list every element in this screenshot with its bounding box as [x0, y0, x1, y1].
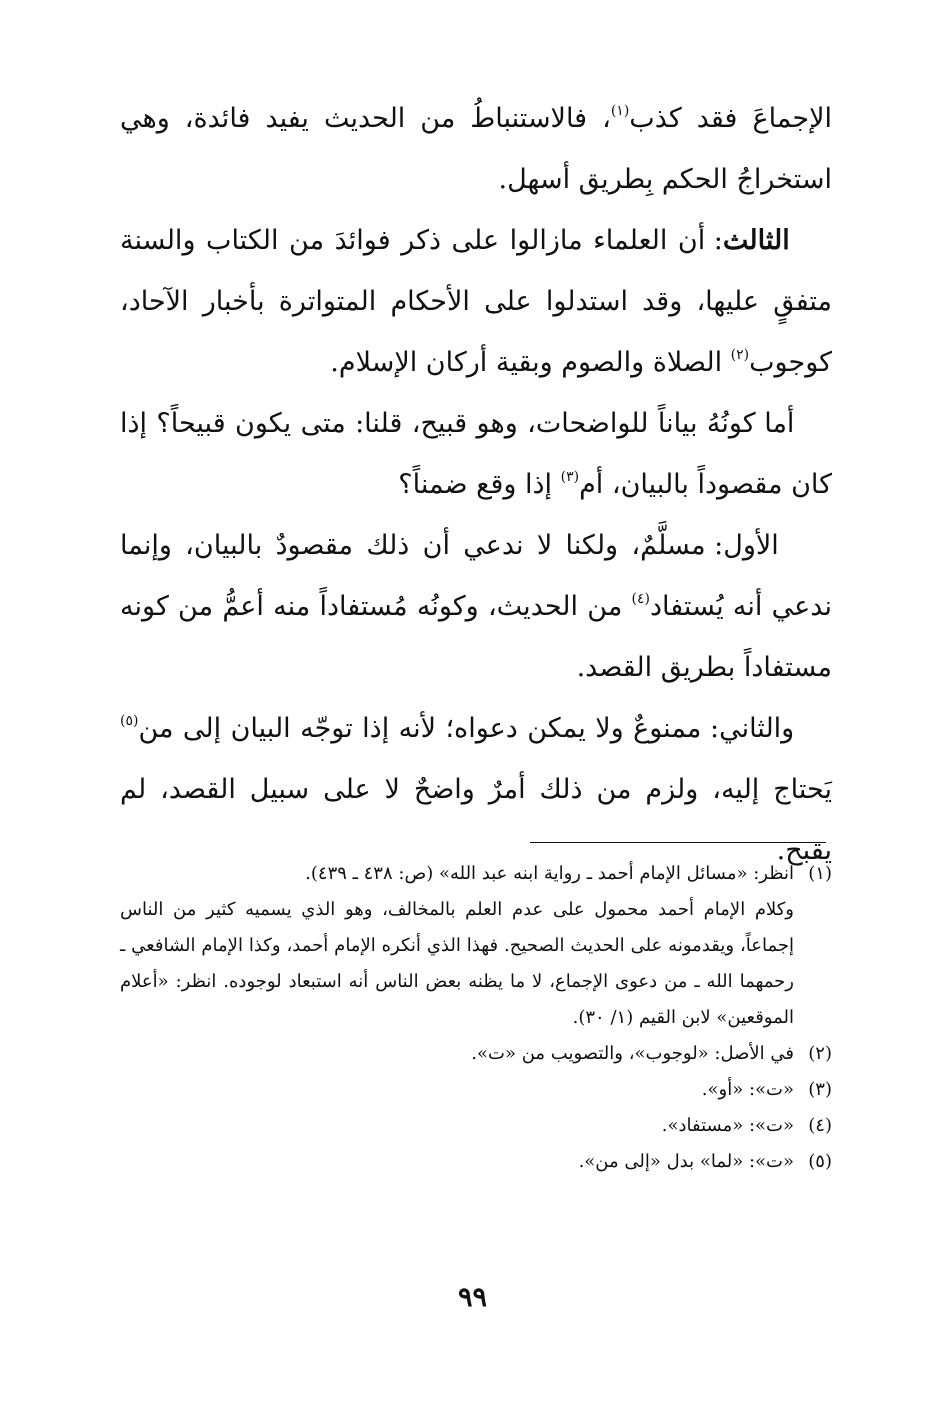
footnotes — [120, 856, 832, 1180]
footnote-3 — [120, 1072, 832, 1108]
paragraph-4-text-a: الأول: مسلَّمٌ، ولكنا لا ندعي أن ذلك مقصودٌ بالبيان، وإنما ندعي أنه يُستفاد — [120, 530, 832, 622]
paragraph-2 — [120, 210, 832, 393]
footnote-5 — [120, 1144, 832, 1180]
paragraph-1 — [120, 88, 832, 210]
page-number: ٩٩ — [457, 1282, 487, 1313]
paragraph-4 — [120, 515, 832, 698]
footnote-line: وكلام الإمام أحمد محمول على عدم العلم بالمخالف، وهو الذي يسميه كثير من الناس إجماعاً، ويقدمونه على الحديث الصحيح. فهذا الذي أنكره الإمام أحمد، وكذا الإمام الشافعي ـ رحمهما الله ـ من دعوى الإجماع، لا ما يظنه بعض الناس أنه استبعاد لوجوده. انظر: «أعلام الموقعين» لابن القيم (١/ ٣٠). — [120, 899, 794, 1028]
footnote-1 — [120, 856, 832, 1036]
footnote-ref-5: (٥) — [120, 713, 139, 729]
footnote-number: (٥) — [808, 1151, 832, 1172]
footnote-text: «ت»: «أو». — [701, 1079, 794, 1100]
footnote-number: (٣) — [808, 1079, 832, 1100]
main-text — [120, 88, 832, 881]
paragraph-5-text-a: والثاني: ممنوعٌ ولا يمكن دعواه؛ لأنه إذا توجّه البيان إلى من — [138, 713, 795, 744]
footnote-number: (٤) — [808, 1115, 832, 1136]
footnote-4 — [120, 1108, 832, 1144]
footnote-number: (٢) — [808, 1043, 832, 1064]
paragraph-1-text-b: ، فالاستنباطُ من الحديث يفيد فائدة، وهي استخراجُ الحكم بِطريق أسهل. — [120, 103, 832, 195]
footnote-ref-3: (٣) — [560, 469, 580, 485]
paragraph-3-text-b: إذا وقع ضمناً؟ — [398, 469, 561, 500]
footnote-ref-1: (١) — [610, 103, 630, 119]
paragraph-3-text-a: أما كونُهُ بياناً للواضحات، وهو قبيح، قلنا: متى يكون قبيحاً؟ إذا كان مقصوداً بالبيان، أم — [120, 408, 832, 500]
paragraph-1-text-a: الإجماعَ فقد كذب — [629, 103, 832, 134]
paragraph-5-text-b: يَحتاج إليه، ولزم من ذلك أمرٌ واضحٌ لا على سبيل القصد، لم يقبح. — [120, 774, 832, 866]
paragraph-5 — [120, 698, 832, 881]
paragraph-2-lead: الثالث — [722, 225, 790, 256]
footnote-separator — [530, 842, 826, 843]
paragraph-3 — [120, 393, 832, 515]
footnote-text — [120, 856, 794, 1036]
paragraph-2-text-a: : أن العلماء مازالوا على ذكر فوائدَ من الكتاب والسنة متفقٍ عليها، وقد استدلوا على الأحكام المتواترة بأخبار الآحاد، كوجوب — [120, 225, 832, 378]
footnote-text: في الأصل: «لوجوب»، والتصويب من «ت». — [471, 1043, 794, 1064]
footnote-number: (١) — [808, 863, 832, 884]
footnote-text: «ت»: «لما» بدل «إلى من». — [578, 1151, 794, 1172]
footnote-ref-4: (٤) — [631, 591, 651, 607]
paragraph-4-text-b: من الحديث، وكونُه مُستفاداً منه أعمُّ من كونه مستفاداً بطريق القصد. — [120, 591, 832, 683]
footnote-line: انظر: «مسائل الإمام أحمد ـ رواية ابنه عبد الله» (ص: ٤٣٨ ـ ٤٣٩). — [305, 863, 794, 884]
paragraph-2-text-b: الصلاة والصوم وبقية أركان الإسلام. — [330, 347, 731, 378]
footnote-ref-2: (٢) — [730, 347, 750, 363]
footnote-text: «ت»: «مستفاد». — [661, 1115, 794, 1136]
footnote-2 — [120, 1036, 832, 1072]
